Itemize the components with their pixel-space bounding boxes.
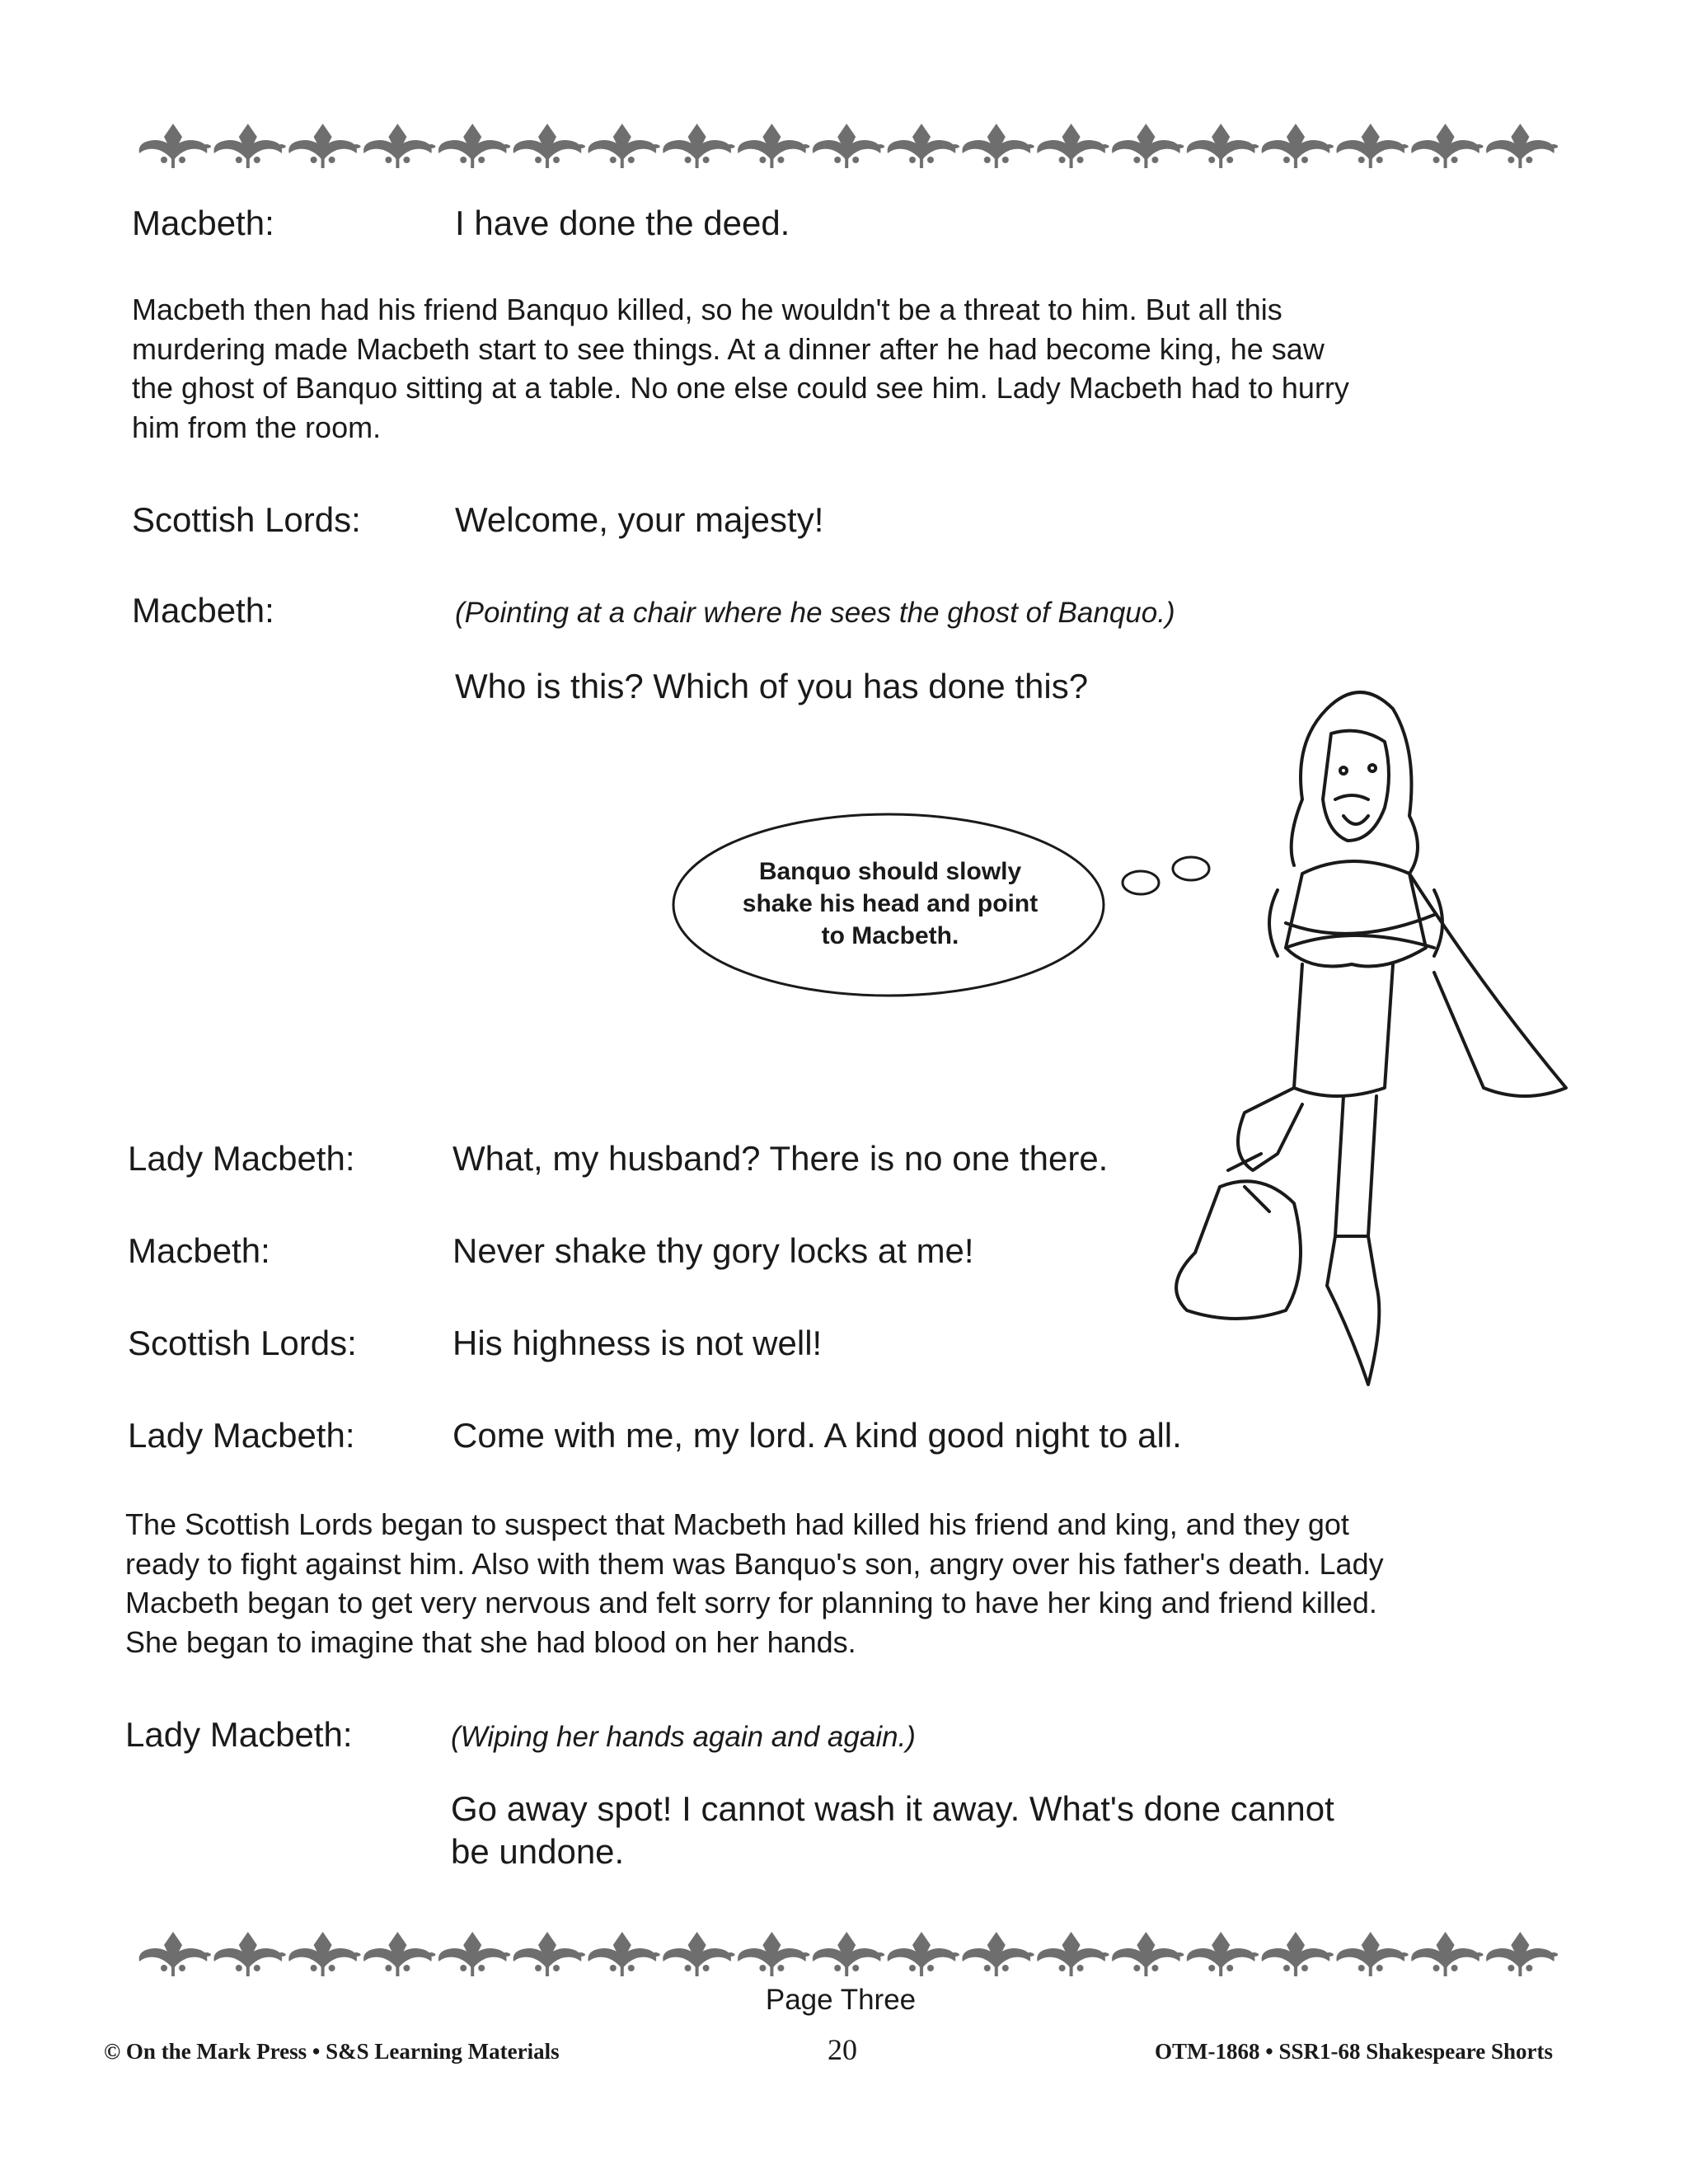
narration-line: Macbeth began to get very nervous and felt sorry for planning to have her king and friend killed.: [125, 1586, 1377, 1619]
thought-bubble-text: [709, 855, 1071, 952]
speaker-name: Scottish Lords:: [128, 1324, 357, 1362]
macbeth-illustration: [1137, 676, 1582, 1409]
stage-direction: (Pointing at a chair where he sees the ghost of Banquo.): [455, 597, 1175, 629]
speech-line: Who is this? Which of you has done this?: [455, 667, 1089, 705]
speech-line: Go away spot! I cannot wash it away. What's done cannot: [451, 1789, 1334, 1828]
speaker-name: Lady Macbeth:: [128, 1416, 355, 1455]
page-label: Page Three: [765, 1984, 917, 2016]
narration-line: the ghost of Banquo sitting at a table. No one else could see him. Lady Macbeth had to hurry: [132, 371, 1349, 405]
speech-line: Come with me, my lord. A kind good night to all.: [452, 1416, 1182, 1455]
bottom-decorative-border: [136, 1930, 1558, 1980]
speaker-name: Macbeth:: [128, 1231, 270, 1270]
narration-line: She began to imagine that she had blood on her hands.: [125, 1624, 856, 1659]
narration-line: Macbeth then had his friend Banquo killed, so he wouldn't be a threat to him. But all this: [132, 293, 1282, 326]
narration-line: him from the room.: [132, 410, 382, 444]
narration-line: murdering made Macbeth start to see things. At a dinner after he had become king, he saw: [132, 331, 1325, 366]
bubble-line: shake his head and point: [742, 890, 1039, 917]
narration-line: The Scottish Lords began to suspect that Macbeth had killed his friend and king, and they got: [125, 1507, 1349, 1541]
speech-line: I have done the deed.: [455, 204, 790, 242]
speech-line: Never shake thy gory locks at me!: [452, 1231, 974, 1270]
page-number: 20: [828, 2033, 857, 2066]
narration-paragraph: [125, 1505, 1551, 1661]
stage-direction: (Wiping her hands again and again.): [451, 1721, 916, 1753]
narration-line: ready to fight against him. Also with them was Banquo's son, angry over his father's death. Lady: [125, 1546, 1384, 1581]
bubble-line: Banquo should slowly: [758, 858, 1022, 885]
speech-line: What, my husband? There is no one there.: [452, 1139, 1109, 1178]
narration-paragraph: [132, 290, 1558, 447]
footer-publisher: © On the Mark Press • S&S Learning Materials: [104, 2039, 560, 2064]
bubble-line: to Macbeth.: [821, 922, 959, 949]
speaker-name: Macbeth:: [132, 204, 274, 242]
speech-line: be undone.: [451, 1832, 625, 1871]
speaker-name: Scottish Lords:: [132, 500, 361, 539]
speaker-name: Macbeth:: [132, 591, 274, 630]
speaker-name: Lady Macbeth:: [128, 1139, 355, 1178]
speech-line: His highness is not well!: [452, 1324, 823, 1362]
speaker-name: Lady Macbeth:: [125, 1715, 353, 1754]
speech-line: Welcome, your majesty!: [455, 500, 824, 539]
footer-product-code: OTM-1868 • SSR1-68 Shakespeare Shorts: [1155, 2039, 1553, 2064]
top-decorative-border: [136, 122, 1558, 171]
